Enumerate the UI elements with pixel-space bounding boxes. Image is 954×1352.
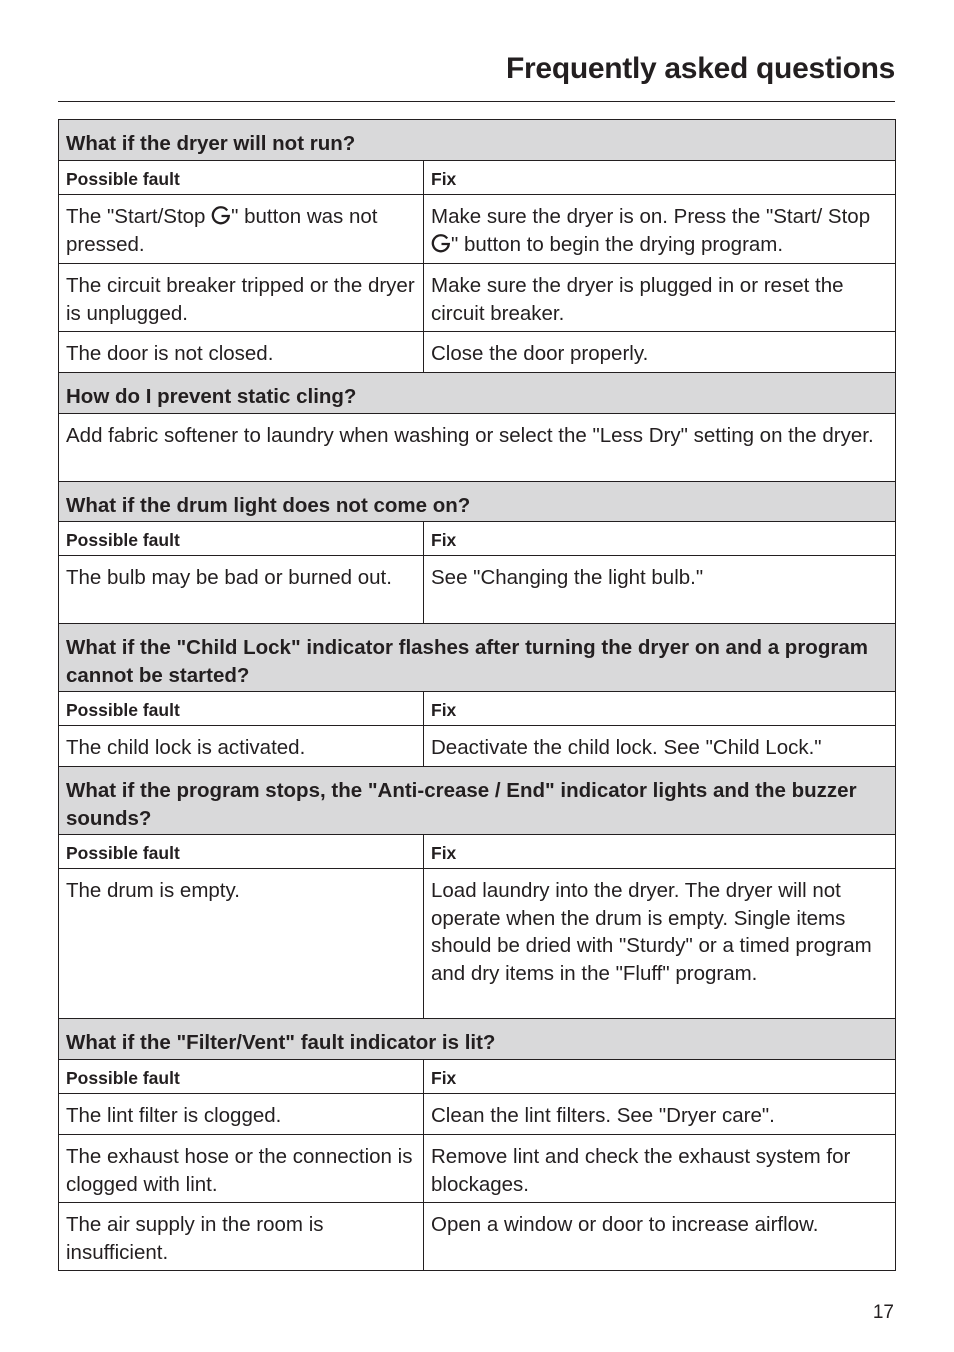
fix-cell: See "Changing the light bulb." <box>424 556 896 624</box>
faq-question-row <box>59 767 896 835</box>
faq-question-row <box>59 120 896 161</box>
faq-column-header-row <box>59 161 896 195</box>
faq-question: What if the dryer will not run? <box>59 120 896 161</box>
table-row <box>59 1203 896 1271</box>
column-header-fault: Possible fault <box>59 161 424 195</box>
faq-column-header-row <box>59 1060 896 1094</box>
table-row <box>59 332 896 373</box>
fix-cell: Close the door properly. <box>424 332 896 373</box>
faq-question: What if the "Child Lock" indicator flashes after turning the dryer on and a program cannot be started? <box>59 624 896 692</box>
column-header-fix: Fix <box>424 161 896 195</box>
column-header-fault: Possible fault <box>59 522 424 556</box>
faq-question-row <box>59 624 896 692</box>
fault-cell: The circuit breaker tripped or the dryer is unplugged. <box>59 264 424 332</box>
fix-text-end: " button to begin the drying program. <box>451 232 784 256</box>
fix-cell: Deactivate the child lock. See "Child Lock." <box>424 726 896 767</box>
fault-cell: The child lock is activated. <box>59 726 424 767</box>
fix-cell: Load laundry into the dryer. The dryer will not operate when the drum is empty. Single items should be dried with "Sturdy" or a timed program and dry items in the "Fluff" program. <box>424 869 896 1019</box>
faq-column-header-row <box>59 692 896 726</box>
faq-question: What if the "Filter/Vent" fault indicator is lit? <box>59 1019 896 1060</box>
page-title: Frequently asked questions <box>506 52 895 85</box>
column-header-fix: Fix <box>424 692 896 726</box>
fault-cell: The lint filter is clogged. <box>59 1094 424 1135</box>
power-start-stop-icon <box>211 206 231 226</box>
table-row <box>59 195 896 264</box>
column-header-fault: Possible fault <box>59 835 424 869</box>
fix-cell: Clean the lint filters. See "Dryer care". <box>424 1094 896 1135</box>
power-start-stop-icon <box>431 234 451 254</box>
faq-question-row <box>59 373 896 414</box>
table-row <box>59 556 896 624</box>
faq-question: What if the drum light does not come on? <box>59 482 896 522</box>
column-header-fault: Possible fault <box>59 692 424 726</box>
title-divider <box>58 101 895 102</box>
fix-cell: Open a window or door to increase airflow. <box>424 1203 896 1271</box>
fix-cell <box>424 195 896 264</box>
faq-question-row <box>59 1019 896 1060</box>
faq-answer-row <box>59 414 896 482</box>
column-header-fix: Fix <box>424 835 896 869</box>
faq-table <box>58 119 896 1271</box>
faq-question: What if the program stops, the "Anti-crease / End" indicator lights and the buzzer sounds? <box>59 767 896 835</box>
column-header-fix: Fix <box>424 522 896 556</box>
fault-cell: The drum is empty. <box>59 869 424 1019</box>
fault-cell: The door is not closed. <box>59 332 424 373</box>
column-header-fault: Possible fault <box>59 1060 424 1094</box>
table-row <box>59 264 896 332</box>
fault-text-start: The "Start/Stop <box>66 205 212 228</box>
fault-cell: The exhaust hose or the connection is clogged with lint. <box>59 1135 424 1203</box>
fix-cell: Remove lint and check the exhaust system for blockages. <box>424 1135 896 1203</box>
fault-cell <box>59 195 424 264</box>
column-header-fix: Fix <box>424 1060 896 1094</box>
page-number: 17 <box>872 1302 894 1323</box>
faq-question-row <box>59 482 896 522</box>
fix-cell: Make sure the dryer is plugged in or reset the circuit breaker. <box>424 264 896 332</box>
faq-question: How do I prevent static cling? <box>59 373 896 414</box>
faq-column-header-row <box>59 835 896 869</box>
fault-cell: The bulb may be bad or burned out. <box>59 556 424 624</box>
fix-text-start: Make sure the dryer is on. Press the "Start/ Stop <box>431 205 871 228</box>
faq-column-header-row <box>59 522 896 556</box>
fault-text-end: " button was not pressed. <box>66 205 378 256</box>
faq-answer: Add fabric softener to laundry when washing or select the "Less Dry" setting on the dryer. <box>59 414 896 482</box>
table-row <box>59 726 896 767</box>
fault-cell: The air supply in the room is insufficient. <box>59 1203 424 1271</box>
table-row <box>59 1094 896 1135</box>
table-row <box>59 1135 896 1203</box>
table-row <box>59 869 896 1019</box>
